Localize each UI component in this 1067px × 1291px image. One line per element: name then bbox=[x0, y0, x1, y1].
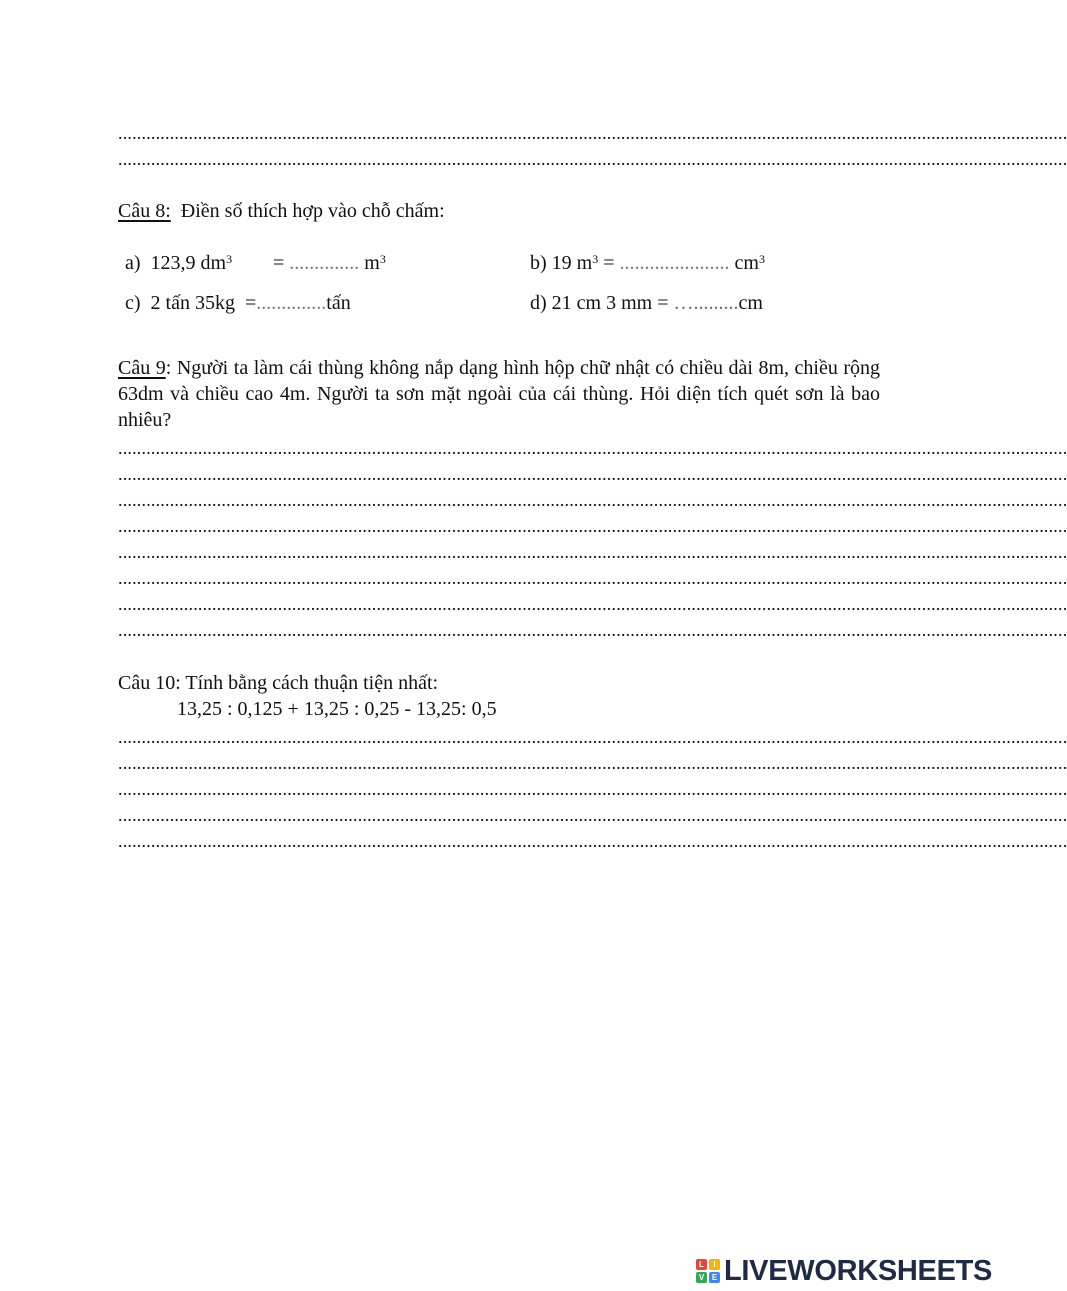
q8-item-b bbox=[530, 250, 765, 276]
question-9-label: Câu 9 bbox=[118, 357, 166, 379]
q8-item-c bbox=[125, 290, 351, 316]
logo-tiles-icon bbox=[696, 1259, 720, 1283]
equals: = bbox=[273, 252, 285, 274]
item-a-unit: m bbox=[364, 252, 380, 274]
answer-line[interactable]: .......................................................................................................................................................................................................... bbox=[118, 123, 1067, 143]
answer-line[interactable]: .......................................................................................................................................................................................................... bbox=[118, 516, 1067, 536]
item-d-prefix: d) 21 cm 3 mm = bbox=[530, 292, 669, 314]
item-b-unit: cm bbox=[734, 252, 759, 274]
answer-line[interactable]: .......................................................................................................................................................................................................... bbox=[118, 779, 1067, 799]
question-9-text: : Người ta làm cái thùng không nắp dạng hình hộp chữ nhật có chiều dài 8m, chiều rộng 63dm và chiều cao 4m. Người ta sơn mặt ngoài của cái thùng. Hỏi diện tích quét sơn là bao nhiêu? bbox=[118, 357, 881, 431]
answer-line[interactable]: .......................................................................................................................................................................................................... bbox=[118, 753, 1067, 773]
answer-line[interactable]: .......................................................................................................................................................................................................... bbox=[118, 464, 1067, 484]
item-c-prefix: c) bbox=[125, 292, 141, 314]
question-10-expression: 13,25 : 0,125 + 13,25 : 0,25 - 13,25: 0,5 bbox=[177, 698, 497, 720]
answer-blank-b[interactable]: ...................... bbox=[619, 252, 730, 274]
answer-line[interactable]: .......................................................................................................................................................................................................... bbox=[118, 620, 1067, 640]
answer-line[interactable]: .......................................................................................................................................................................................................... bbox=[118, 490, 1067, 510]
q8-item-a-answer bbox=[273, 250, 386, 276]
equals: = bbox=[603, 252, 615, 274]
item-a-value: 123,9 dm bbox=[150, 252, 227, 274]
answer-line[interactable]: .......................................................................................................................................................................................................... bbox=[118, 542, 1067, 562]
answer-line[interactable]: .......................................................................................................................................................................................................... bbox=[118, 594, 1067, 614]
answer-line[interactable]: .......................................................................................................................................................................................................... bbox=[118, 438, 1067, 458]
question-8-prompt: Điền số thích hợp vào chỗ chấm: bbox=[180, 200, 445, 222]
superscript: 3 bbox=[379, 252, 386, 266]
logo-tile: E bbox=[709, 1272, 720, 1283]
answer-blank-c[interactable]: .............. bbox=[256, 292, 327, 314]
equals: = bbox=[244, 292, 257, 314]
item-c-unit: tấn bbox=[326, 292, 351, 314]
logo-tile: V bbox=[696, 1272, 707, 1283]
question-10-heading: Câu 10: Tính bằng cách thuận tiện nhất: bbox=[118, 672, 439, 694]
logo-wordmark: LIVEWORKSHEETS bbox=[724, 1254, 993, 1287]
logo-tile: I bbox=[709, 1259, 720, 1270]
answer-line[interactable]: .......................................................................................................................................................................................................... bbox=[118, 831, 1067, 851]
superscript: 3 bbox=[226, 252, 233, 266]
superscript: 3 bbox=[592, 252, 599, 266]
item-a-prefix: a) bbox=[125, 252, 141, 274]
liveworksheets-logo bbox=[696, 1254, 992, 1288]
q8-item-a bbox=[125, 250, 232, 276]
answer-line[interactable]: .......................................................................................................................................................................................................... bbox=[118, 805, 1067, 825]
question-9 bbox=[118, 355, 880, 433]
question-8-heading bbox=[118, 198, 445, 224]
superscript: 3 bbox=[758, 252, 765, 266]
answer-blank-d[interactable]: …......... bbox=[673, 292, 739, 314]
answer-blank-a[interactable]: .............. bbox=[289, 252, 360, 274]
q8-item-d bbox=[530, 290, 763, 316]
answer-line[interactable]: .......................................................................................................................................................................................................... bbox=[118, 568, 1067, 588]
question-8-label: Câu 8: bbox=[118, 200, 171, 222]
item-c-value: 2 tấn 35kg bbox=[150, 292, 235, 314]
logo-tile: L bbox=[696, 1259, 707, 1270]
answer-line[interactable]: .......................................................................................................................................................................................................... bbox=[118, 727, 1067, 747]
answer-line[interactable]: .......................................................................................................................................................................................................... bbox=[118, 149, 1067, 169]
item-d-unit: cm bbox=[738, 292, 763, 314]
item-b-prefix: b) 19 m bbox=[530, 252, 593, 274]
